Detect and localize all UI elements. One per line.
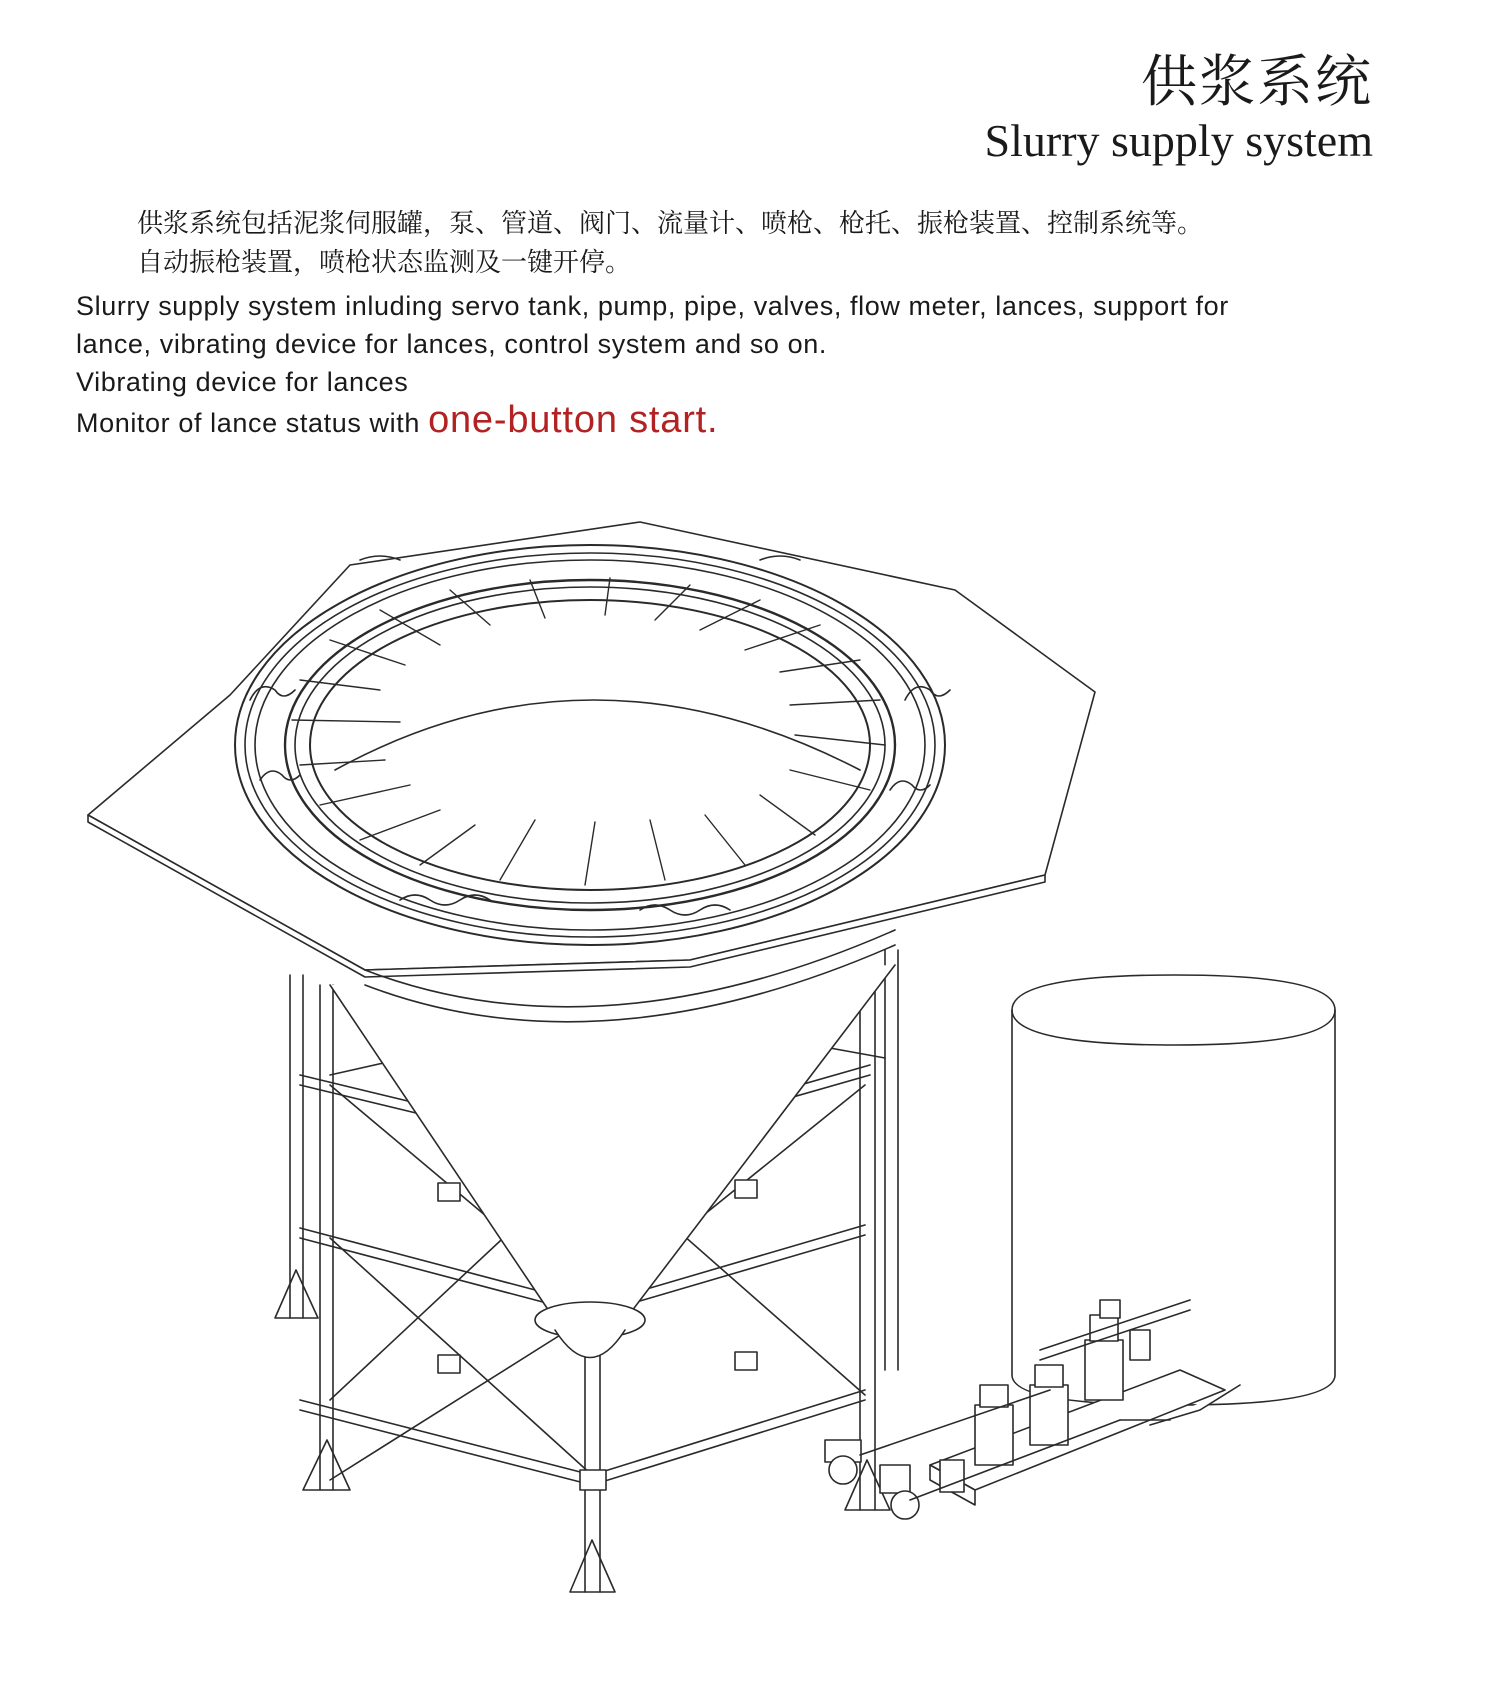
one-button-start-highlight: one-button start. <box>428 399 719 441</box>
lance-ring-frame <box>235 545 950 945</box>
description-chinese-line-1: 供浆系统包括泥浆伺服罐，泵、管道、阀门、流量计、喷枪、枪托、振枪装置、控制系统等。 <box>137 209 1204 239</box>
description-english <box>76 287 1416 442</box>
page-title-english: Slurry supply system <box>984 115 1373 166</box>
description-english-line-2: lance, vibrating device for lances, control system and so on. <box>76 329 827 359</box>
description-english-line-4-text: Monitor of lance status with <box>76 408 429 438</box>
description-english-line-4 <box>76 401 1416 442</box>
description-english-line-3: Vibrating device for lances <box>76 367 409 397</box>
hopper-cone <box>330 930 895 1358</box>
description-english-line-1: Slurry supply system inluding servo tank, pump, pipe, valves, flow meter, lances, support for <box>76 291 1229 321</box>
servo-tank <box>1012 975 1335 1405</box>
page-title-chinese: 供浆系统 <box>1141 50 1373 115</box>
description-chinese-line-2: 自动振枪装置，喷枪状态监测及一键开停。 <box>137 248 632 278</box>
description-chinese <box>137 205 1377 283</box>
slurry-system-drawing <box>0 500 1500 1700</box>
